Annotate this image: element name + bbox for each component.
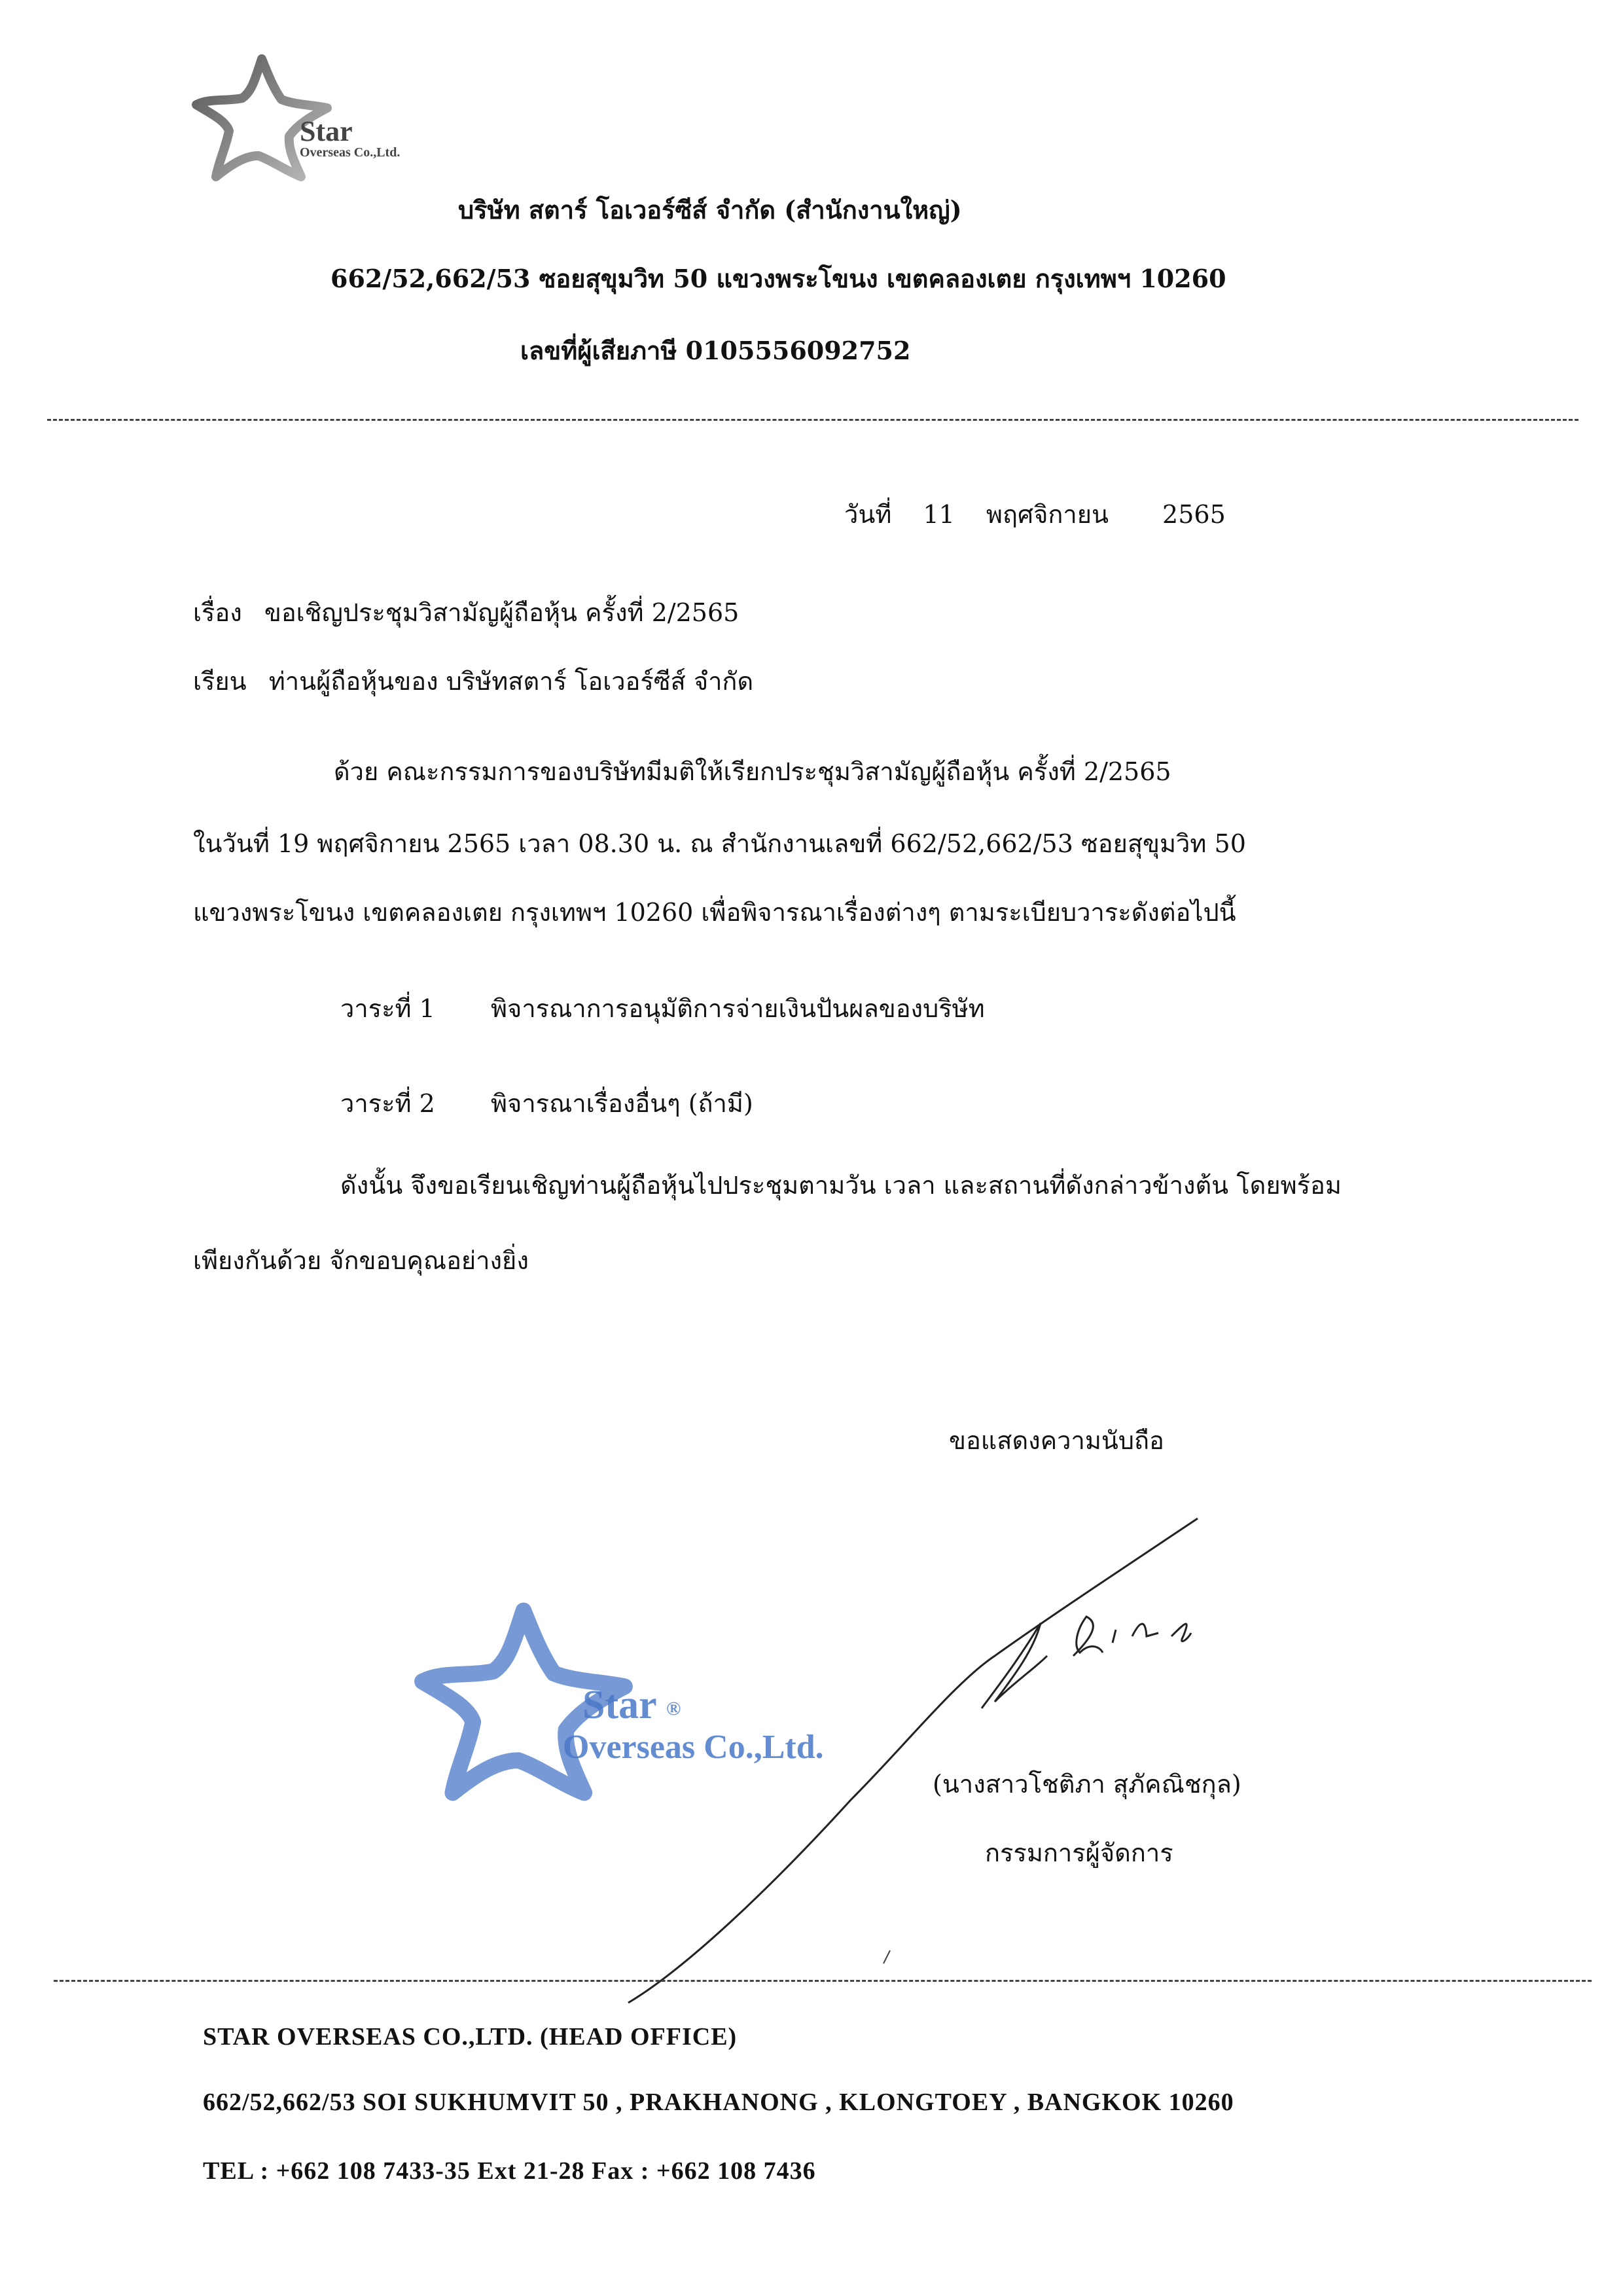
footer-contact: TEL : +662 108 7433-35 Ext 21-28 Fax : +662 108 7436: [203, 2157, 816, 2185]
logo-small-name: Star: [300, 115, 353, 147]
letter-date: [844, 494, 1226, 534]
to-label: เรียน: [193, 667, 247, 696]
para1-line1: ด้วย คณะกรรมการของบริษัทมีมติให้เรียกประชุมวิสามัญผู้ถือหุ้น ครั้งที่ 2/2565: [334, 757, 1171, 786]
agenda-label: วาระที่ 1: [340, 994, 435, 1023]
stamp-registered-mark: ®: [666, 1697, 681, 1719]
signer-title: กรรมการผู้จัดการ: [985, 1839, 1173, 1867]
signer-name: (นางสาวโชติภา สุภัคณิชกุล): [933, 1770, 1241, 1799]
to-text: ท่านผู้ถือหุ้นของ บริษัทสตาร์ โอเวอร์ซีส์ จำกัด: [268, 667, 754, 696]
date-month: พฤศจิกายน: [986, 500, 1109, 529]
footer-company: STAR OVERSEAS CO.,LTD. (HEAD OFFICE): [203, 2023, 738, 2051]
header-divider: [47, 419, 1578, 421]
date-day: 11: [923, 500, 955, 529]
para2-line1: ดังนั้น จึงขอเรียนเชิญท่านผู้ถือหุ้นไปประชุมตามวัน เวลา และสถานที่ดังกล่าวข้างต้น โดยพร้อม: [340, 1171, 1342, 1200]
closing: ขอแสดงความนับถือ: [949, 1426, 1164, 1455]
agenda-item: [340, 1083, 753, 1123]
subject-label: เรื่อง: [193, 598, 242, 627]
agenda-text: พิจารณาการอนุมัติการจ่ายเงินปันผลของบริษัท: [491, 994, 985, 1023]
para1-line3: แขวงพระโขนง เขตคลองเตย กรุงเทพฯ 10260 เพื่อพิจารณาเรื่องต่างๆ ตามระเบียบวาระดังต่อไปนี้: [193, 898, 1236, 927]
company-logo: [190, 52, 484, 183]
para2-line2: เพียงกันด้วย จักขอบคุณอย่างยิ่ง: [193, 1246, 529, 1275]
footer-address: 662/52,662/53 SOI SUKHUMVIT 50 , PRAKHANONG , KLONGTOEY , BANGKOK 10260: [203, 2089, 1234, 2116]
recipient-line: [193, 661, 753, 701]
logo-small-subtitle: Overseas Co.,Ltd.: [300, 145, 401, 160]
date-label: วันที่: [844, 500, 892, 529]
stamp-subtitle: Overseas Co.,Ltd.: [563, 1729, 824, 1766]
footer-divider: [54, 1980, 1592, 1982]
company-address: 662/52,662/53 ซอยสุขุมวิท 50 แขวงพระโขนง เขตคลองเตย กรุงเทพฯ 10260: [330, 264, 1226, 293]
agenda-label: วาระที่ 2: [340, 1089, 435, 1118]
para1-line2: ในวันที่ 19 พฤศจิกายน 2565 เวลา 08.30 น. ณ สำนักงานเลขที่ 662/52,662/53 ซอยสุขุมวิท 50: [193, 829, 1246, 858]
tax-id: เลขที่ผู้เสียภาษี 0105556092752: [520, 336, 911, 365]
subject-line: [193, 592, 739, 632]
agenda-item: [340, 988, 985, 1028]
agenda-text: พิจารณาเรื่องอื่นๆ (ถ้ามี): [491, 1089, 753, 1118]
date-year: 2565: [1162, 500, 1226, 529]
stamp-name-text: Star: [582, 1683, 656, 1727]
subject-text: ขอเชิญประชุมวิสามัญผู้ถือหุ้น ครั้งที่ 2/2565: [264, 598, 740, 627]
company-name: บริษัท สตาร์ โอเวอร์ซีส์ จำกัด (สำนักงานใหญ่): [458, 195, 962, 224]
